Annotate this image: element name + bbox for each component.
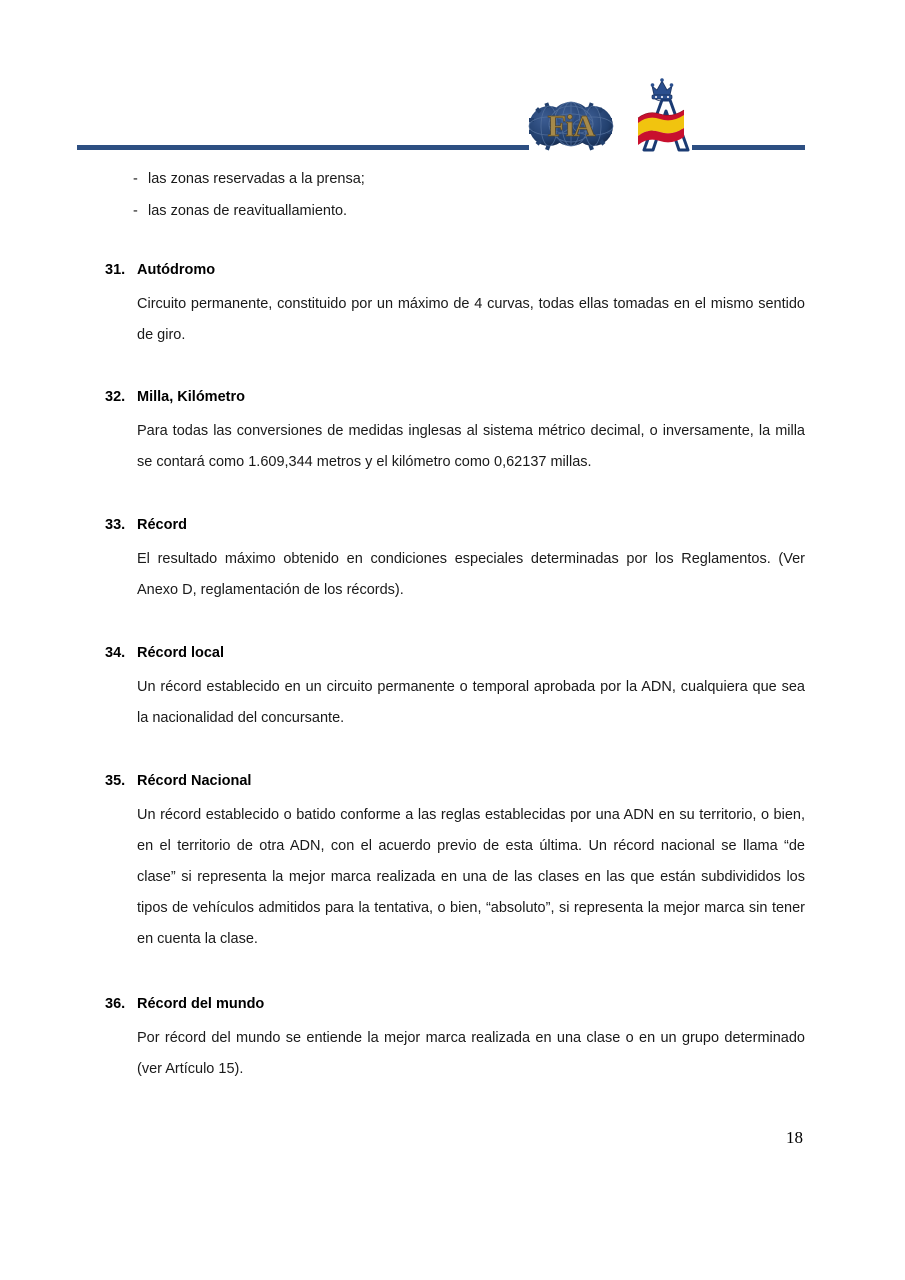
- section-title: Récord local: [137, 645, 225, 661]
- header-rule-left: [77, 145, 529, 150]
- rfeda-logo: [630, 78, 702, 156]
- section-title: Récord: [137, 517, 187, 533]
- section-31: [105, 260, 805, 351]
- list-item: [133, 163, 633, 195]
- page-header: [0, 0, 905, 160]
- list-item: [133, 195, 633, 227]
- section-heading: [105, 643, 805, 663]
- section-title: Récord Nacional: [137, 773, 252, 789]
- section-number: 33.: [105, 517, 126, 533]
- section-body: Por récord del mundo se entiende la mejor marca realizada en una clase o en un grupo determinado (ver Artículo 15).: [137, 1030, 805, 1077]
- section-number: 36.: [105, 996, 126, 1012]
- section-36: [105, 994, 805, 1085]
- section-title: Milla, Kilómetro: [137, 389, 245, 405]
- crown-icon: [651, 78, 674, 101]
- section-heading: [105, 387, 805, 407]
- fia-logo: [527, 96, 615, 152]
- section-body: Un récord establecido en un circuito permanente o temporal aprobada por la ADN, cualquiera que sea la nacionalidad del concursante.: [137, 679, 805, 726]
- intro-dash-list: [133, 163, 633, 227]
- header-rule-right: [692, 145, 805, 150]
- section-number: 31.: [105, 262, 126, 278]
- dash-marker: -: [133, 203, 138, 219]
- page-number: 18: [786, 1128, 803, 1147]
- section-heading: [105, 260, 805, 280]
- section-body: Circuito permanente, constituido por un máximo de 4 curvas, todas ellas tomadas en el mismo sentido de giro.: [137, 296, 805, 343]
- section-heading: [105, 994, 805, 1014]
- section-body: Para todas las conversiones de medidas inglesas al sistema métrico decimal, o inversamente, la milla se contará como 1.609,344 metros y el kilómetro como 0,62137 millas.: [137, 423, 805, 470]
- section-body: El resultado máximo obtenido en condiciones especiales determinadas por los Reglamentos. (Ver Anexo D, reglamentación de los récords).: [137, 551, 805, 598]
- section-heading: [105, 771, 805, 791]
- section-34: [105, 643, 805, 734]
- section-35: [105, 771, 805, 955]
- spanish-flag-sash: [638, 110, 684, 145]
- list-item-text: las zonas de reavituallamiento.: [148, 203, 348, 219]
- section-number: 32.: [105, 389, 126, 405]
- dash-marker: -: [133, 171, 138, 187]
- list-item-text: las zonas reservadas a la prensa;: [148, 171, 365, 187]
- section-number: 34.: [105, 645, 126, 661]
- svg-text:FiA: FiA: [547, 108, 595, 143]
- section-title: Récord del mundo: [137, 996, 265, 1012]
- section-heading: [105, 515, 805, 535]
- section-number: 35.: [105, 773, 126, 789]
- section-32: [105, 387, 805, 478]
- section-body: Un récord establecido o batido conforme a las reglas establecidas por una ADN en su territorio, o bien, en el territorio de otra ADN, con el acuerdo previo de esta última. Un récord nacional se llama “de clase” si representa la mejor marca realizada en una de las clases en las que están subdivididos los tipos de vehículos admitidos para la tentativa, o bien, “absoluto”, si representa la mejor marca sin tener en cuenta la clase.: [137, 807, 805, 947]
- section-title: Autódromo: [137, 262, 216, 278]
- section-33: [105, 515, 805, 606]
